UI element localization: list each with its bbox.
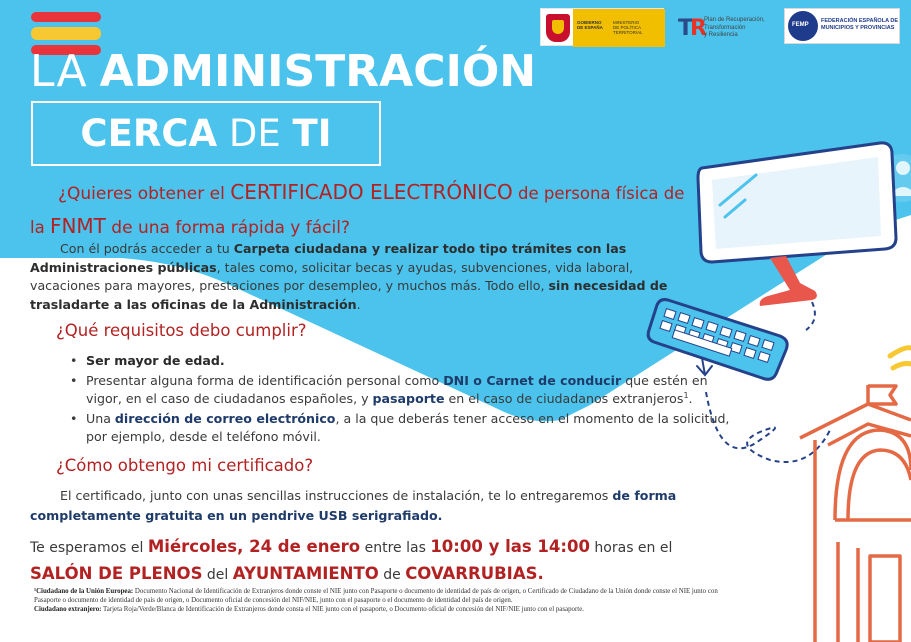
invite-a: Te esperamos el [30,540,148,556]
event-time: 10:00 y las 14:00 [430,537,590,556]
footnote-ref: 1 [683,390,689,400]
req-item2-a: Presentar alguna forma de identificación personal como [86,372,444,388]
invite-b: entre las [360,540,431,556]
p1-bold2: sin necesidad de trasladarte a las oficinas de la Administración [30,278,668,312]
title-administracion: ADMINISTRACIÓN [99,46,537,97]
req-item2-b: DNI o Carnet de conducir [443,372,622,388]
flag-red-bar-top [31,12,101,22]
prtr-mark-t: T [678,16,691,41]
requirements-list [70,352,730,448]
event-invitation [30,534,720,588]
femp-logo [784,8,900,44]
coat-of-arms-icon [546,14,570,42]
prtr-line1: Plan de Recuperación, [704,17,765,23]
req-item2-e: en el caso de ciudadanos extranjeros [444,391,684,406]
subtitle-cerca: CERCA [80,112,218,155]
invite-d: del [202,567,233,583]
p1-part3: . [356,296,361,312]
footnote-eu-text: Documento Nacional de Identificación de Extranjeros donde conste el NIE junto con Pasaporte o documento de identidad de país de origen, o Certificado de Ciudadano de la Unión donde conste el NIE junto con Pasaporte o documento de identidad de país de origen, o Documento oficial de concesión del NIF/NIE, junto con el pasaporte o el documento de identidad del país de origen. [34,588,718,604]
list-item [70,410,730,447]
event-place2: AYUNTAMIENTO [232,564,379,583]
town-hall-icon [800,385,911,642]
femp-line2: MUNICIPIOS Y PROVINCIAS [821,25,895,31]
req-item3-a: Una [86,410,115,426]
intro-paragraph [30,240,702,314]
requirements-heading: ¿Qué requisitos debo cumplir? [56,321,307,340]
event-place1: SALÓN DE PLENOS [30,564,203,583]
logo-ministry-line1: MINISTERIO [613,20,640,25]
subtitle-de: DE [228,112,281,155]
prtr-mark-r: R [690,16,704,41]
femp-line1: FEDERACIÓN ESPAÑOLA DE [821,18,899,24]
req-item2-f: . [688,391,693,406]
prtr-mark-icon [678,16,704,41]
title-la: LA [30,46,88,97]
event-date: Miércoles, 24 de enero [147,537,361,556]
cable [806,302,815,330]
howto-heading: ¿Cómo obtengo mi certificado? [56,456,314,475]
req-item1: Ser mayor de edad. [86,353,225,368]
footnote-ext-label: Ciudadano extranjero: [34,606,102,613]
prtr-logo [676,12,776,44]
logo-ministry-line2: DE POLÍTICA TERRITORIAL [613,25,643,35]
logo-gob-line1: GOBIERNO [577,20,602,25]
p1-part2: , tales como, solicitar becas y ayudas, subvenciones, vida laboral, vacaciones para mayores, prestaciones por desempleo, y muchos más. Todo ello, [30,259,634,293]
q-highlight: CERTIFICADO ELECTRÓNICO [230,180,513,204]
footnote-ext-text: Tarjeta Roja/Verde/Blanca de Identificación de Extranjeros donde consta el NIE junto con el pasaporte, o Documento oficial de concesión del NIF/NIE junto con el pasaporte. [101,606,584,613]
howto-paragraph [30,486,690,526]
logo-gob-line2: DE ESPAÑA [577,25,603,30]
prtr-line2: Transformación [704,24,746,31]
list-item [70,372,730,409]
footnote-eu [34,587,734,605]
invite-c: horas en el [589,540,673,556]
invite-e: de [378,567,406,583]
p1-part1: Con él podrás acceder a tu [60,241,234,256]
p1-bold1: Carpeta ciudadana y realizar todo tipo trámites con las Administraciones públicas [30,241,627,275]
footnotes [34,587,734,614]
req-item3-b: dirección de correo electrónico [114,410,336,426]
gobierno-espana-logo [540,8,664,46]
req-item3-c: , a la que deberás tener acceso en el momento de la solicitud, por ejemplo, desde el teléfono móvil. [86,410,730,444]
subtitle-ti: TI [292,112,332,155]
q-part3: de una forma rápida y fácil? [105,218,350,238]
q-part1: ¿Quieres obtener el [58,184,231,204]
footnote-ext [34,605,734,614]
footnote-eu-label: ¹Ciudadano de la Unión Europea: [34,588,134,595]
req-item2-d: pasaporte [372,391,445,406]
femp-stars-icon [788,11,818,41]
howto-p-b: de forma completamente gratuita en un pendrive USB serigrafiado. [30,488,677,523]
event-town: COVARRUBIAS. [405,564,544,583]
intro-question [30,176,700,244]
howto-p-a: El certificado, junto con unas sencillas instrucciones de instalación, te lo entregaremos [60,488,613,503]
q-part2: de persona física de la [30,184,685,237]
q-fnmt: FNMT [49,214,106,238]
page-title [30,46,536,106]
wifi-signal-icon [890,348,911,368]
subtitle-box [31,101,381,166]
prtr-line3: y Resiliencia [704,32,738,38]
flag-yellow-bar [31,27,101,40]
list-item [70,352,730,371]
req-item2-c: que estén en vigor, en el caso de ciudadanos españoles, y [86,372,708,406]
